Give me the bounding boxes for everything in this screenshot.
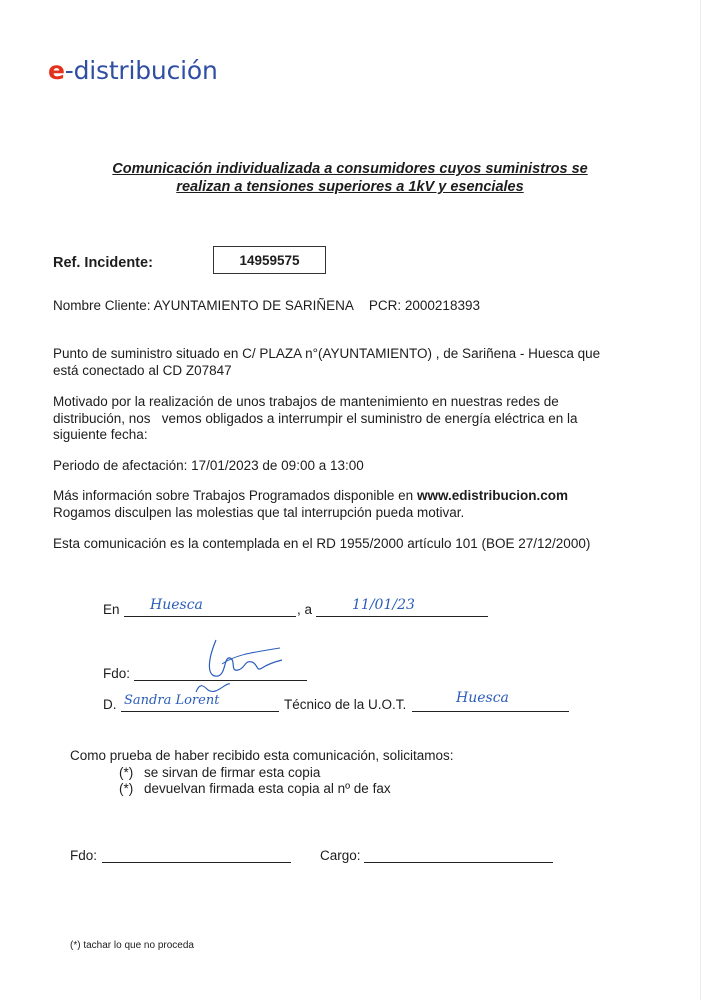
prueba-block: [70, 748, 453, 798]
punto-line-2: está conectado al CD Z07847: [53, 362, 232, 378]
prueba-item: [70, 781, 453, 798]
punto-line-1: Punto de suministro situado en C/ PLAZA n°(AYUNTAMIENTO) , de Sariñena - Huesca que: [53, 346, 601, 361]
motivo-line-1: Motivado por la realización de unos trabajos de mantenimiento en nuestras redes de: [53, 394, 559, 409]
cargo-label: Cargo:: [320, 848, 361, 863]
logo-text: -distribución: [64, 56, 218, 85]
prueba-mark: (*): [119, 764, 134, 780]
footnote: (*) tachar lo que no proceda: [70, 940, 194, 951]
motivo-line-2: distribución, nos vemos obligados a interrumpir el suministro de energía eléctrica en la: [53, 410, 578, 426]
prueba-item-text: devuelvan firmada esta copia al nº de fax: [144, 781, 391, 796]
punto-suministro: [53, 346, 623, 379]
a-label: , a: [297, 602, 313, 617]
motivo-paragraph: [53, 394, 623, 444]
pcr-label: PCR:: [368, 298, 402, 313]
info-web-link: www.edistribucion.com: [416, 488, 568, 503]
tecnico-handwritten: Huesca: [456, 690, 509, 706]
bottom-fdo-label: Fdo:: [70, 848, 98, 863]
title-line-1: Comunicación individualizada a consumidores cuyos suministros se: [112, 161, 588, 177]
logo-e: e: [48, 56, 65, 85]
d-line: [121, 711, 279, 712]
title-line-2: realizan a tensiones superiores a 1kV y esenciales: [176, 179, 524, 195]
prueba-item-text: se sirvan de firmar esta copia: [144, 764, 321, 780]
scan-edge: [700, 0, 701, 1000]
en-line: [124, 616, 296, 617]
tecnico-line: [412, 711, 569, 712]
ref-incidente-box: [213, 246, 326, 274]
motivo-line-3: siguiente fecha:: [53, 427, 148, 442]
bottom-fdo-line: [102, 862, 291, 863]
rd-text: Esta comunicación es la contemplada en el RD 1955/2000 artículo 101 (BOE 27/12/2000): [53, 536, 591, 551]
pcr-value: 2000218393: [404, 298, 480, 313]
cargo-line: [364, 862, 553, 863]
prueba-mark: (*): [119, 781, 134, 796]
info-paragraph: [53, 488, 623, 521]
cliente-label: Nombre Cliente:: [53, 298, 151, 313]
prueba-item: [70, 765, 453, 782]
periodo-afectacion: Periodo de afectación: 17/01/2023 de 09:00 a 13:00: [53, 458, 364, 473]
date-handwritten: 11/01/23: [352, 597, 415, 613]
date-line: [316, 616, 488, 617]
cliente-name: AYUNTAMIENTO DE SARIÑENA: [153, 298, 354, 313]
signature-scribble: [186, 634, 286, 700]
d-name-handwritten: Sandra Lorent: [124, 693, 220, 708]
en-label: En: [103, 602, 120, 617]
ref-incidente-label: Ref. Incidente:: [53, 255, 153, 271]
info-line-2: Rogamos disculpen las molestias que tal interrupción pueda motivar.: [53, 504, 465, 520]
en-handwritten: Huesca: [150, 597, 203, 613]
d-label: D.: [103, 697, 117, 712]
edistribucion-logo: [48, 56, 218, 85]
info-text: Más información sobre Trabajos Programados disponible en: [53, 488, 414, 503]
ref-incidente-value: 14959575: [239, 252, 300, 268]
document-title: [60, 160, 640, 196]
tecnico-label: Técnico de la U.O.T.: [284, 697, 407, 712]
prueba-intro: Como prueba de haber recibido esta comunicación, solicitamos:: [70, 748, 454, 763]
fdo-label: Fdo:: [103, 666, 131, 681]
cliente-line: [53, 298, 623, 315]
